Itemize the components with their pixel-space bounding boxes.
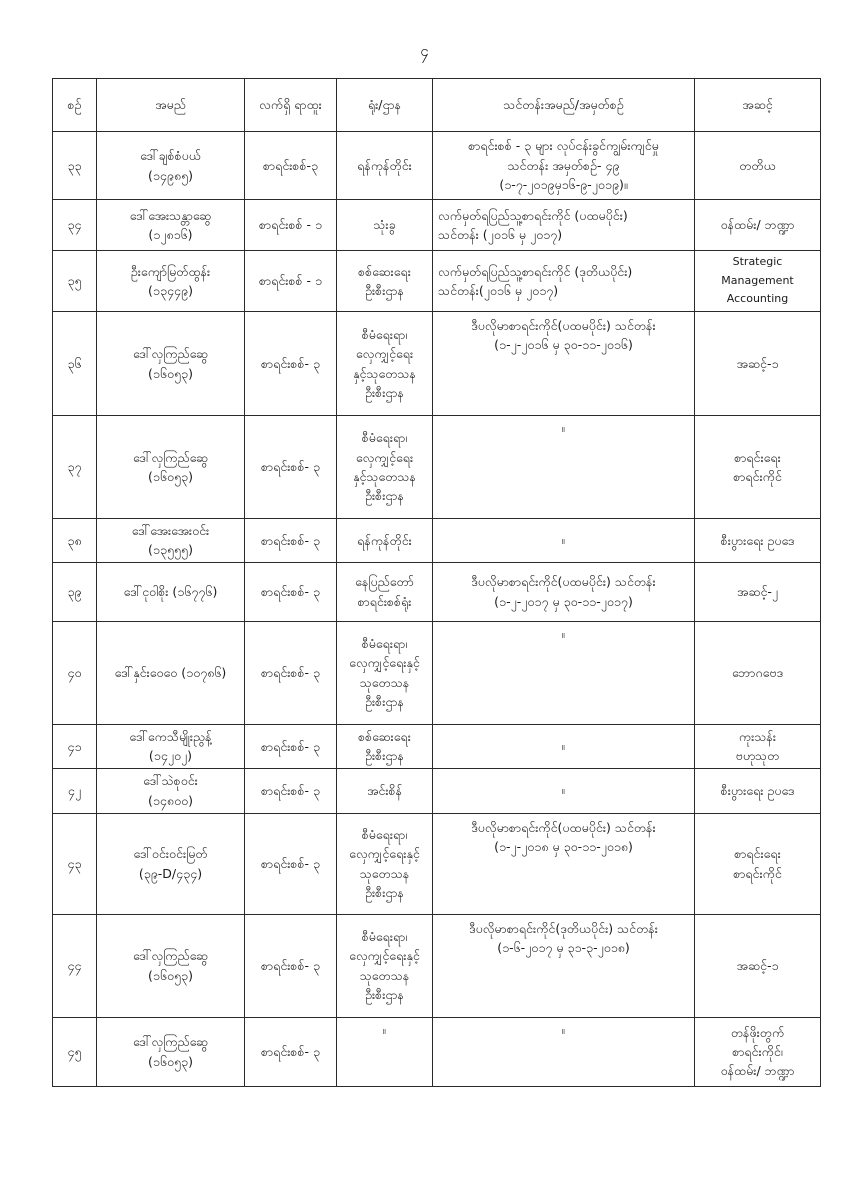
cell-degree: အဆင့်-၂ (695, 562, 821, 621)
cell-course: လက်မှတ်ရပြည်သူ့စာရင်းကိုင် (ပထမပိုင်း) သင်တန်း (၂၀၁၆ မှ ၂၀၁၇) (433, 200, 695, 251)
cell-no: ၄၄ (53, 914, 97, 1017)
cell-no: ၃၃ (53, 132, 97, 200)
cell-name: ဒေါ်လှကြည်ဆွေ (၁၆၀၅၃) (97, 1017, 245, 1086)
cell-course: ။ (433, 416, 695, 519)
header-name: အမည် (97, 79, 245, 132)
cell-department: စစ်ဆေးရေး ဦးစီးဌာန (337, 724, 433, 768)
table-row (53, 621, 821, 724)
cell-position: စာရင်းစစ် - ၁ (245, 251, 337, 312)
cell-degree: စာရင်းရေး စာရင်းကိုင် (695, 813, 821, 914)
cell-degree: တတိယ (695, 132, 821, 200)
header-position: လက်ရှိ ရာထူး (245, 79, 337, 132)
cell-name: ဒေါ်လှကြည်ဆွေ (၁၆၀၅၃) (97, 312, 245, 416)
table-row (53, 312, 821, 416)
cell-course: ။ (433, 519, 695, 563)
cell-no: ၃၄ (53, 200, 97, 251)
cell-position: စာရင်းစစ်- ၃ (245, 621, 337, 724)
cell-position: စာရင်းစစ်- ၃ (245, 813, 337, 914)
cell-no: ၃၇ (53, 416, 97, 519)
table-row (53, 562, 821, 621)
header-department: ရုံး/ဌာန (337, 79, 433, 132)
cell-course: ဒီပလိုမာစာရင်းကိုင်(ပထမပိုင်း) သင်တန်း (၁-၂-၂၀၁၆ မှ ၃၀-၁၁-၂၀၁၆) (433, 312, 695, 416)
cell-degree: ဘောဂဗေဒ (695, 621, 821, 724)
cell-no: ၄၅ (53, 1017, 97, 1086)
cell-name: ဒေါ်ကေသီမျိုးညွန့် (၁၄၂၀၂) (97, 724, 245, 768)
cell-name: ဒေါ်သဲစုဝင်း (၁၄၈၀၀) (97, 768, 245, 813)
cell-name: ဒေါ်နှင်းဝေဝေ (၁၀၇၈၆) (97, 621, 245, 724)
cell-course: လက်မှတ်ရပြည်သူ့စာရင်းကိုင် (ဒုတိယပိုင်း) သင်တန်း(၂၀၁၆ မှ ၂၀၁၇) (433, 251, 695, 312)
cell-course: ။ (433, 1017, 695, 1086)
cell-position: စာရင်းစစ်- ၃ (245, 768, 337, 813)
cell-name: ဒေါ်အေးသန္တာဆွေ (၁၂၈၁၆) (97, 200, 245, 251)
cell-department: အင်းစိန် (337, 768, 433, 813)
table-row (53, 200, 821, 251)
cell-course: ။ (433, 724, 695, 768)
cell-department: စီမံရေးရာ၊ လှေကျှင့်ရေးနှင့် သုတေသန ဦးစီးဌာန (337, 621, 433, 724)
table-row (53, 251, 821, 312)
cell-course: စာရင်းစစ် - ၃ များ လုပ်ငန်းခွင်ကျွမ်းကျင်မှု သင်တန်း အမှတ်စဉ်- ၄၉ (၁-၇-၂၀၁၉မှ၁၆-၉-၂၀၁၉)။ (433, 132, 695, 200)
cell-degree: ဝန်ထမ်း/ ဘဏ္ဍာ (695, 200, 821, 251)
cell-name: ဦးကျော်မြတ်ထွန်း (၁၃၄၄၉) (97, 251, 245, 312)
cell-course: ။ (433, 621, 695, 724)
table-row (53, 519, 821, 563)
cell-position: စာရင်းစစ်- ၃ (245, 914, 337, 1017)
cell-department: စစ်ဆေးရေး ဦးစီးဌာန (337, 251, 433, 312)
cell-name: ဒေါ်ဝင်းဝင်းမြတ် (၃၉-D/၄၃၄) (97, 813, 245, 914)
cell-no: ၄၀ (53, 621, 97, 724)
header-course: သင်တန်းအမည်/အမှတ်စဉ် (433, 79, 695, 132)
cell-name: ဒေါ်လှကြည်ဆွေ (၁၆၀၅၃) (97, 914, 245, 1017)
cell-department: စီမံရေးရာ၊ လှေကျှင့်ရေးနှင့် သုတေသန ဦးစီးဌာန (337, 914, 433, 1017)
cell-department: ရန်ကုန်တိုင်း (337, 519, 433, 563)
cell-position: စာရင်းစစ်- ၃ (245, 724, 337, 768)
table-row (53, 416, 821, 519)
cell-no: ၃၉ (53, 562, 97, 621)
table-header-row (53, 79, 821, 132)
cell-department: စီမံရေးရာ၊ လှေကျှင့်ရေးနှင့် သုတေသန ဦးစီးဌာန (337, 813, 433, 914)
records-table (52, 78, 821, 1087)
cell-degree: တန်ဖိုးတွက် စာရင်းကိုင်၊ ဝန်ထမ်း/ ဘဏ္ဍာ (695, 1017, 821, 1086)
cell-department: နေပြည်တော် စာရင်းစစ်ရုံး (337, 562, 433, 621)
cell-degree: အဆင့်-၁ (695, 312, 821, 416)
cell-no: ၃၆ (53, 312, 97, 416)
cell-department: ။ (337, 1017, 433, 1086)
cell-name: ဒေါ်ချစ်စံပယ် (၁၄၉၈၅) (97, 132, 245, 200)
cell-name: ဒေါ်လှကြည်ဆွေ (၁၆၀၅၃) (97, 416, 245, 519)
cell-course: ဒီပလိုမာစာရင်းကိုင်(ဒုတိယပိုင်း) သင်တန်း (၁-၆-၂၀၁၇ မှ ၃၁-၃-၂၀၁၈) (433, 914, 695, 1017)
table-row (53, 914, 821, 1017)
cell-department: စီမံရေးရာ၊ လှေကျှင့်ရေး နှင့်သုတေသန ဦးစီးဌာန (337, 416, 433, 519)
cell-name: ဒေါ်ငုဝါစိုး (၁၆၇၇၆) (97, 562, 245, 621)
cell-degree: အဆင့်-၁ (695, 914, 821, 1017)
cell-degree: ကုးသန်း ဗဟုသုတ (695, 724, 821, 768)
cell-degree: စီးပွားရေး ဥပဒေ (695, 519, 821, 563)
cell-position: စာရင်းစစ်-၃ (245, 132, 337, 200)
table-row (53, 132, 821, 200)
header-no: စဉ် (53, 79, 97, 132)
cell-no: ၃၅ (53, 251, 97, 312)
cell-department: သုံးခွ (337, 200, 433, 251)
cell-no: ၃၈ (53, 519, 97, 563)
cell-degree: စာရင်းရေး စာရင်းကိုင် (695, 416, 821, 519)
cell-course: ဒီပလိုမာစာရင်းကိုင်(ပထမပိုင်း) သင်တန်း (၁-၂-၂၀၁၇ မှ ၃၀-၁၁-၂၀၁၇) (433, 562, 695, 621)
cell-course: ဒီပလိုမာစာရင်းကိုင်(ပထမပိုင်း) သင်တန်း (၁-၂-၂၀၁၈ မှ ၃၀-၁၁-၂၀၁၈) (433, 813, 695, 914)
table-row (53, 724, 821, 768)
table-row (53, 813, 821, 914)
cell-position: စာရင်းစစ်- ၃ (245, 416, 337, 519)
cell-position: စာရင်းစစ်- ၃ (245, 1017, 337, 1086)
cell-course: ။ (433, 768, 695, 813)
table-body (53, 132, 821, 1087)
cell-name: ဒေါ်အေးအေးဝင်း (၁၃၅၅၅) (97, 519, 245, 563)
cell-no: ၄၂ (53, 768, 97, 813)
cell-position: စာရင်းစစ် - ၁ (245, 200, 337, 251)
cell-department: စီမံရေးရာ၊ လှေကျှင့်ရေး နှင့်သုတေသန ဦးစီးဌာန (337, 312, 433, 416)
cell-department: ရန်ကုန်တိုင်း (337, 132, 433, 200)
cell-position: စာရင်းစစ်- ၃ (245, 519, 337, 563)
cell-position: စာရင်းစစ်- ၃ (245, 562, 337, 621)
page-number: ၄ (420, 42, 429, 60)
table-row (53, 768, 821, 813)
cell-degree: စီးပွားရေး ဥပဒေ (695, 768, 821, 813)
cell-no: ၄၁ (53, 724, 97, 768)
cell-position: စာရင်းစစ်- ၃ (245, 312, 337, 416)
header-degree: အဆင့် (695, 79, 821, 132)
table-row (53, 1017, 821, 1086)
cell-no: ၄၃ (53, 813, 97, 914)
cell-degree: Strategic Management Accounting (695, 251, 821, 312)
